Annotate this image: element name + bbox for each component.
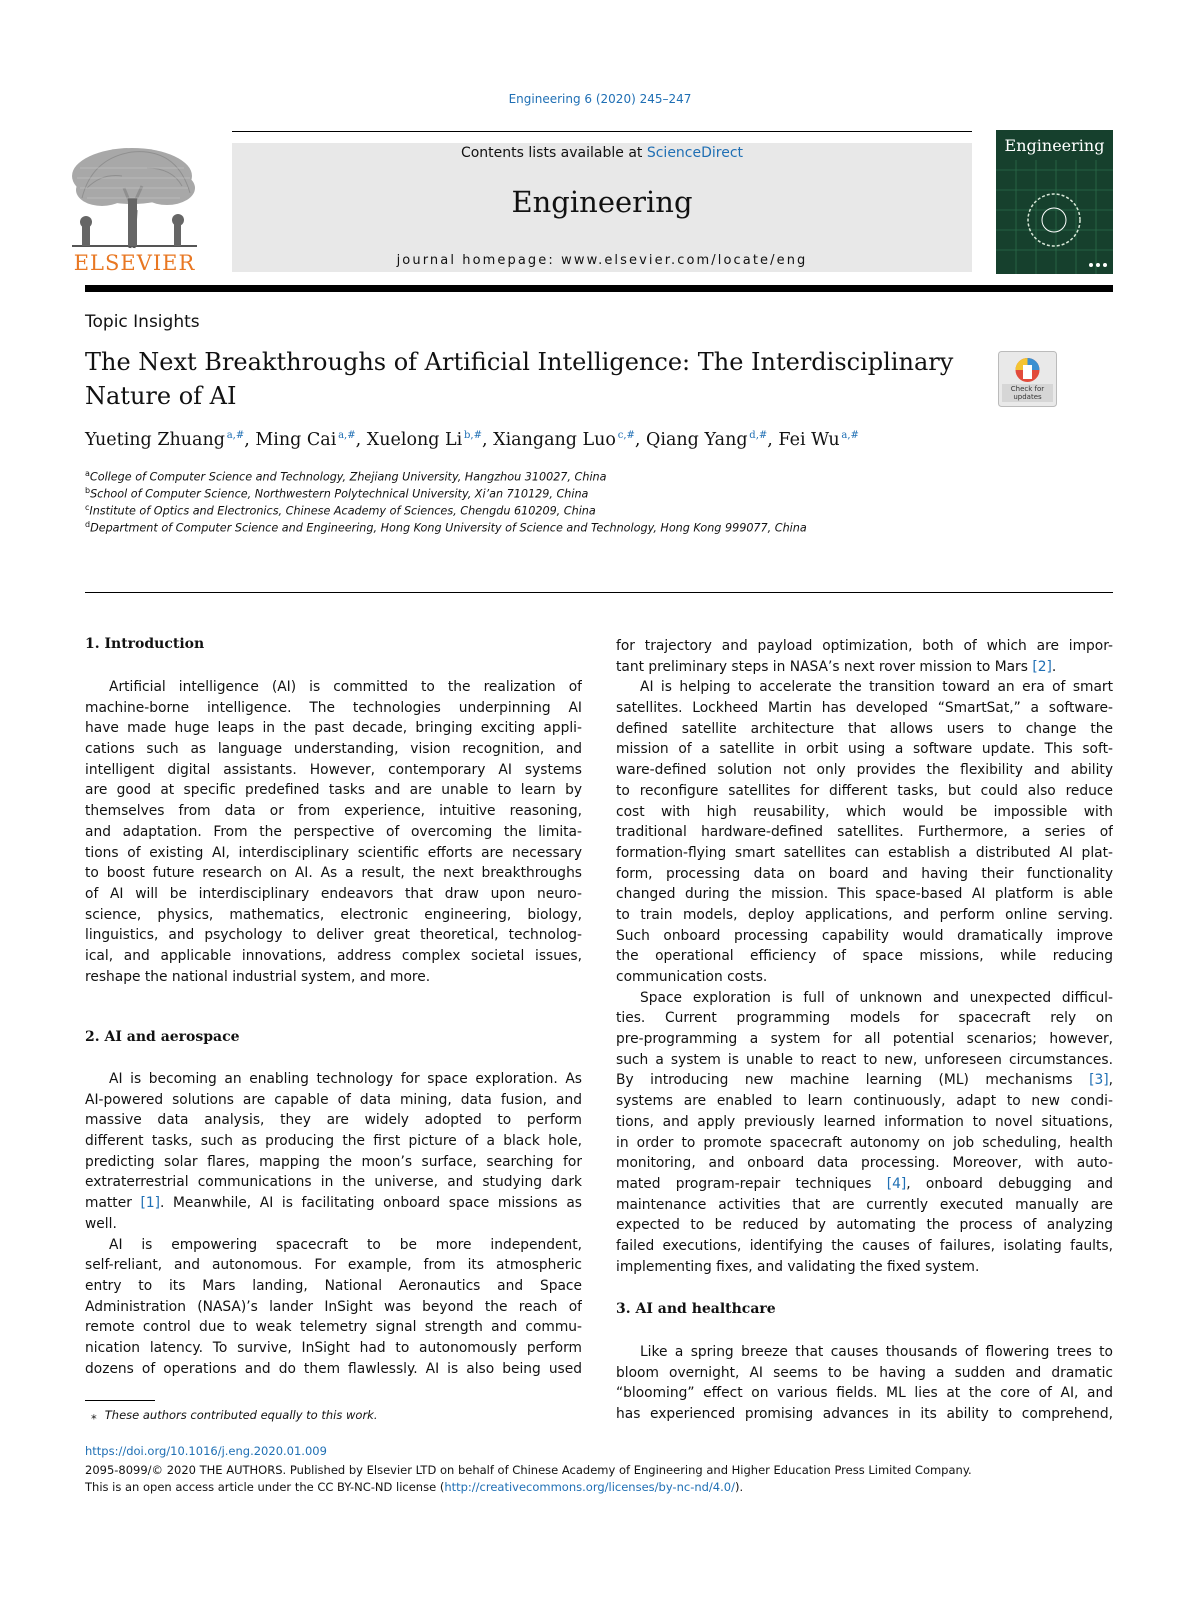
author-affil-mark[interactable]: c,# xyxy=(617,430,635,442)
text-line: bloom overnight, AI seems to be having a sudden and dramatic xyxy=(616,1364,1113,1381)
author[interactable]: Fei Wu xyxy=(778,430,840,450)
text-line: By introducing new machine learning (ML) mechanisms [3], xyxy=(616,1072,1113,1089)
journal-title: Engineering xyxy=(511,185,693,219)
author-list: Yueting Zhuang $^{a,\#}$, Ming Cai $^{a,\#}$, Xuelong Li $^{b,\#}$, Xiangang Luo $^{c,\#}$, Qiang Yang $^{d,\#}$, Fei Wu $^{a,\#}$ xyxy=(85,430,859,450)
author-affil-mark[interactable]: a,# xyxy=(338,430,356,442)
text-line: different tasks, such as producing the first picture of a black hole, xyxy=(85,1133,582,1150)
author[interactable]: Xiangang Luo xyxy=(493,430,616,450)
text-line: cations such as language understanding, vision recognition, and xyxy=(85,741,582,758)
header-top-rule xyxy=(232,131,972,132)
affiliation: $^b$School of Computer Science, Northwestern Polytechnical University, Xi’an 710129, China xyxy=(85,486,589,501)
text-line: linguistics, and psychology to deliver great theoretical, technolog- xyxy=(85,927,582,944)
reference-link[interactable]: [1] xyxy=(140,1195,161,1212)
text-line: AI is helping to accelerate the transition toward an era of smart xyxy=(640,679,1113,696)
title-line: Nature of AI xyxy=(85,382,237,410)
text-line: Space exploration is full of unknown and unexpected difficul- xyxy=(640,989,1113,1006)
text-line: self-reliant, and autonomous. For example, from its atmospheric xyxy=(85,1257,582,1274)
text-line: entry to its Mars landing, National Aeronautics and Space xyxy=(85,1277,582,1294)
text-line: matter [1]. Meanwhile, AI is facilitating onboard space missions as xyxy=(85,1195,582,1212)
text-line: and adaptation. From the perspective of overcoming the limita- xyxy=(85,823,582,840)
copyright-notice: 2095-8099/© 2020 THE AUTHORS. Published by Elsevier LTD on behalf of Chinese Academy of Engineering and Higher Education Press Limited Company. xyxy=(85,1463,972,1477)
text-line: maintenance activities that are currently executed manually are xyxy=(616,1196,1113,1213)
text-line: changed during the mission. This space-based AI platform is able xyxy=(616,886,1113,903)
text-line: formation-flying smart satellites can establish a distributed AI plat- xyxy=(616,844,1113,861)
journal-banner xyxy=(232,143,972,272)
paragraph-healthcare xyxy=(616,1342,1113,1425)
author[interactable]: Xuelong Li xyxy=(366,430,463,450)
text-line: monitoring, and onboard data processing. Moreover, with auto- xyxy=(616,1155,1113,1172)
text-line: defined satellite architecture that allows users to change the xyxy=(616,720,1113,737)
text-line: themselves from data or from experience, intuitive reasoning, xyxy=(85,803,582,820)
text-line: pre-programming a system for all potential scenarios; however, xyxy=(616,1031,1113,1048)
journal-homepage[interactable]: journal homepage: www.elsevier.com/locate/eng xyxy=(396,253,808,268)
article-title xyxy=(85,345,975,413)
text-line: systems are enabled to learn continuously, adapt to new condi- xyxy=(616,1093,1113,1110)
text-line: massive data analysis, they are widely adopted to perform xyxy=(85,1112,582,1129)
text-line: communication costs. xyxy=(616,969,768,985)
text-line: to reconfigure satellites for different tasks, but could also reduce xyxy=(616,782,1113,799)
text-line: Such onboard processing capability would dramatically improve xyxy=(616,927,1113,944)
text-line: AI-powered solutions are capable of data mining, data fusion, and xyxy=(85,1091,582,1108)
header-bottom-rule xyxy=(85,285,1113,292)
reference-link[interactable]: [2] xyxy=(1032,658,1052,675)
text-line: remote control due to weak telemetry signal strength and commu- xyxy=(85,1319,582,1336)
text-line: has experienced promising advances in its ability to comprehend, xyxy=(616,1406,1113,1423)
text-line: for trajectory and payload optimization, both of which are impor- xyxy=(616,638,1113,654)
article-type-label: Topic Insights xyxy=(85,312,200,332)
text-line: science, physics, mathematics, electronic engineering, biology, xyxy=(85,906,582,923)
text-line: tions of existing AI, interdisciplinary scientific efforts are necessary xyxy=(85,844,582,861)
reference-link[interactable]: [3] xyxy=(1089,1072,1109,1089)
text-line: AI is becoming an enabling technology for space exploration. As xyxy=(109,1071,582,1087)
author[interactable]: Qiang Yang xyxy=(646,430,748,450)
author[interactable]: Yueting Zhuang xyxy=(85,430,225,450)
text-line: tant preliminary steps in NASA’s next rover mission to Mars [2]. xyxy=(616,658,1057,675)
author[interactable]: Ming Cai xyxy=(255,430,337,450)
text-line: AI is empowering spacecraft to be more independent, xyxy=(109,1236,582,1253)
text-line: to train models, deploy applications, and perform online serving. xyxy=(616,906,1113,923)
text-line: mission of a satellite in orbit using a software update. This soft- xyxy=(616,741,1113,758)
text-line: traditional hardware-defined satellites. Furthermore, a series of xyxy=(616,824,1113,841)
text-line: of AI will be interdisciplinary endeavors that draw upon neuro- xyxy=(85,885,582,902)
journal-citation[interactable]: Engineering 6 (2020) 245–247 xyxy=(508,92,692,106)
text-line: ties. Current programming models for spacecraft rely on xyxy=(616,1010,1113,1027)
affiliation: $^d$Department of Computer Science and Engineering, Hong Kong University of Science and Technology, Hong Kong 999077, China xyxy=(85,520,807,535)
footnote-rule xyxy=(85,1400,155,1401)
text-line: “blooming” effect on various fields. ML lies at the core of AI, and xyxy=(616,1385,1113,1402)
doi-link[interactable]: https://doi.org/10.1016/j.eng.2020.01.009 xyxy=(85,1444,327,1458)
right-column-text-1 xyxy=(616,636,1113,1277)
reference-link[interactable]: [4] xyxy=(886,1175,907,1192)
author-affil-mark[interactable]: a,# xyxy=(226,430,245,442)
text-line: intelligent digital assistants. However, contemporary AI systems xyxy=(85,761,582,778)
cover-title: Engineering xyxy=(1004,136,1105,155)
text-line: cost with high reusability, which would be impossible with xyxy=(616,803,1113,820)
crossmark-label: Check for updates xyxy=(1010,385,1045,401)
text-line: Artificial intelligence (AI) is committed to the realization of xyxy=(109,679,582,695)
affiliation: $^c$Institute of Optics and Electronics, Chinese Academy of Sciences, Chengdu 610209, China xyxy=(85,503,596,518)
text-line: have made huge leaps in the past decade, bringing exciting appli- xyxy=(85,720,582,737)
text-line: reshape the national industrial system, and more. xyxy=(85,968,431,985)
text-line: machine-borne intelligence. The technologies underpinning AI xyxy=(85,699,582,716)
article-head-rule xyxy=(85,592,1113,593)
affiliation: $^a$College of Computer Science and Technology, Zhejiang University, Hangzhou 310027, China xyxy=(85,469,607,484)
text-line: nication latency. To survive, InSight had to autonomously perform xyxy=(85,1339,582,1356)
text-line: well. xyxy=(85,1215,117,1232)
text-line: to boost future research on AI. As a result, the next breakthroughs xyxy=(85,865,582,882)
text-line: ware-defined solution not only provides the flexibility and ability xyxy=(616,762,1113,779)
crossmark-check-for-updates-icon[interactable] xyxy=(998,351,1057,407)
text-line: form, processing data on board and having their functionality xyxy=(616,865,1113,882)
paragraph-aerospace-1 xyxy=(85,1069,582,1379)
text-line: the operational efficiency of space missions, while reducing xyxy=(616,948,1113,965)
footnote: ⁎ These authors contributed equally to this work. xyxy=(91,1408,378,1422)
text-line: in order to promote spacecraft autonomy on job scheduling, health xyxy=(616,1134,1113,1151)
section-heading-aerospace: 2. AI and aerospace xyxy=(85,1029,240,1045)
section-heading-introduction: 1. Introduction xyxy=(85,636,205,652)
text-line: Like a spring breeze that causes thousands of flowering trees to xyxy=(640,1344,1113,1360)
journal-cover-image xyxy=(996,130,1113,274)
text-line: extraterrestrial communications in the universe, and studying dark xyxy=(85,1174,582,1191)
text-line: predicting solar flares, mapping the moon’s surface, searching for xyxy=(85,1153,582,1170)
text-line: Administration (NASA)’s lander InSight was beyond the reach of xyxy=(85,1298,582,1315)
author-affil-mark[interactable]: b,# xyxy=(464,430,482,442)
elsevier-wordmark: ELSEVIER xyxy=(73,251,196,275)
contents-line: Contents lists available at ScienceDirect xyxy=(460,145,744,161)
text-line: dozens of operations and do them flawlessly. AI is also being used xyxy=(85,1360,582,1377)
text-line: expected to be reduced by automating the process of analyzing xyxy=(616,1217,1113,1234)
title-line: The Next Breakthroughs of Artificial Intelligence: The Interdisciplinary xyxy=(85,348,954,376)
text-line: implementing fixes, and validating the fixed system. xyxy=(616,1258,980,1275)
sciencedirect-link[interactable]: ScienceDirect xyxy=(646,145,744,161)
text-line: failed executions, identifying the causes of failures, isolating faults, xyxy=(616,1237,1113,1254)
text-line: such a system is unable to react to new, unforeseen circumstances. xyxy=(616,1051,1113,1068)
text-line: tions, and apply previously learned information to novel situations, xyxy=(616,1113,1113,1130)
text-line: mated program-repair techniques [4], onboard debugging and xyxy=(616,1175,1113,1192)
author-affil-mark[interactable]: a,# xyxy=(841,430,859,442)
text-line: satellites. Lockheed Martin has developed “SmartSat,” a software- xyxy=(616,700,1113,717)
license-notice: This is an open access article under the CC BY-NC-ND license (http://creativecommons.org/licenses/by-nc-nd/4.0/). xyxy=(85,1480,744,1494)
text-line: ical, and applicable innovations, address complex societal issues, xyxy=(85,947,582,964)
author-affil-mark[interactable]: d,# xyxy=(749,430,768,442)
section-heading-healthcare: 3. AI and healthcare xyxy=(616,1301,776,1317)
paragraph-introduction xyxy=(85,677,582,987)
license-link[interactable]: http://creativecommons.org/licenses/by-nc-nd/4.0/ xyxy=(444,1480,735,1494)
text-line: are good at specific predefined tasks and are unable to learn by xyxy=(85,782,582,799)
